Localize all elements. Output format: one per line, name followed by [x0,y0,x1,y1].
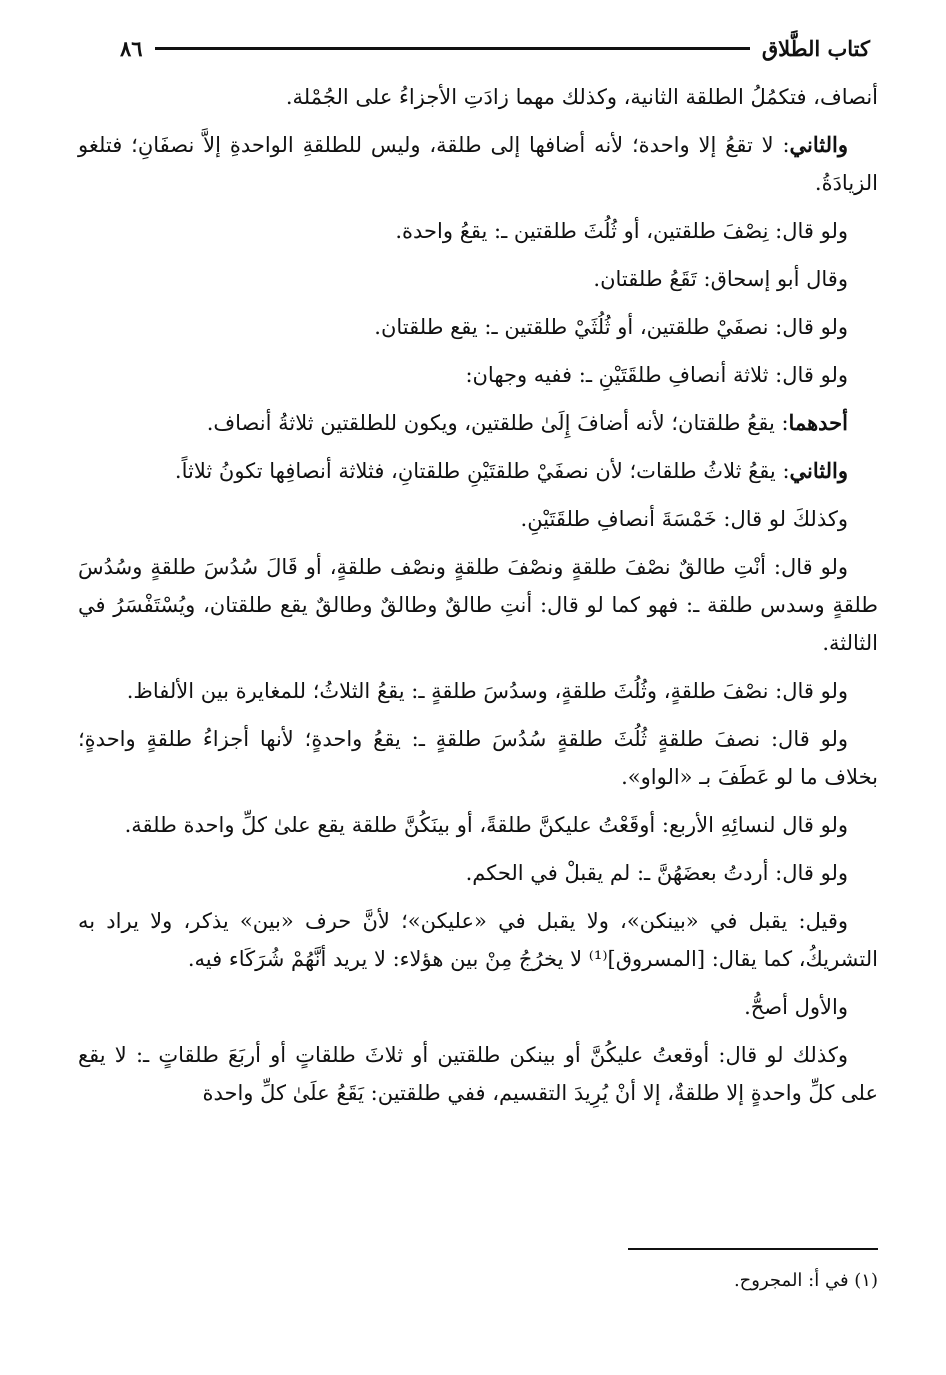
paragraph-text: ولو قال لنسائِهِ الأربع: أوقَعْتُ عليكنَّ طلقةً، أو بينَكُنَّ طلقة يقع علىٰ كلِّ واحدة طلقة. [124,813,848,837]
paragraph [78,720,878,796]
footnote-rule [628,1248,878,1250]
paragraph [78,500,878,538]
paragraph-text: ولو قال: نِصْفَ طلقتين، أو ثُلُثَ طلقتين ـ: يقعُ واحدة. [395,219,848,243]
paragraph [78,308,878,346]
paragraph-lead: أحدهما [788,410,848,435]
paragraph-text: أنصاف، فتكمُلُ الطلقة الثانية، وكذلك مهما زادَتِ الأجزاءُ على الجُمْلة. [285,85,878,109]
paragraph-text: ولو قال: أردتُ بعضَهُنَّ ـ: لم يقبلْ في الحكم. [465,861,848,885]
running-header [120,28,870,68]
paragraph-text: والأول أصحُّ. [744,995,848,1019]
paragraph [78,78,878,116]
paragraph-text: ولو قال: نصفَ طلقةٍ ثُلُثَ طلقةٍ سُدُسَ طلقةٍ ـ: يقعُ واحدةٍ؛ لأنها أجزاءُ طلقةٍ واحدةٍ؛ بخلاف ما لو عَطَفَ بـ «الواو». [78,727,878,789]
page-body [78,78,878,1122]
paragraph [78,854,878,892]
chapter-title: كتاب الطَّلاق [761,35,870,61]
paragraph [78,404,878,442]
header-rule [155,47,750,50]
paragraph-text: وكذلكَ لو قال: خَمْسَةَ أنصافِ طلقَتَيْنِ. [520,507,848,531]
paragraph-text: ولو قال: نصْفَ طلقةٍ، وثُلُثَ طلقةٍ، وسدُسَ طلقةٍ ـ: يقعُ الثلاثُ؛ للمغايرة بين الألفاظ. [126,679,848,703]
paragraph [78,902,878,978]
paragraph [78,548,878,662]
paragraph [78,212,878,250]
paragraph-lead: والثاني [789,132,848,157]
paragraph [78,988,878,1026]
paragraph [78,356,878,394]
paragraph-text: : يقعُ طلقتان؛ لأنه أضافَ إِلَىٰ طلقتين، ويكون للطلقتين ثلاثةُ أنصاف. [206,411,789,435]
paragraph-text: ولو قال: أنْتِ طالقٌ نصْفَ طلقةٍ ونصْفَ طلقةٍ ونصْف طلقةٍ، أو قَالَ سُدُسَ طلقةٍ وسُدُسَ طلقةٍ وسدس طلقة ـ: فهو كما لو قال: أنتِ طالقٌ وطالقٌ وطالقٌ يقع طلقتان، ويُسْتَفْسَرُ في الثالثة. [78,555,878,655]
paragraph-lead: والثاني [789,458,848,483]
paragraph-text: ولو قال: نصفَيْ طلقتين، أو ثُلُثَيْ طلقتين ـ: يقع طلقتان. [374,315,848,339]
paragraph-text: وقيل: يقبل في «بينكن»، ولا يقبل في «عليكن»؛ لأنَّ حرف «بين» يذكر، ولا يراد به التشريكُ، كما يقال: [المسروق]⁽¹⁾ لا يخرُجُ مِنْ بين هؤلاء: لا يريد أنَّهُمْ شُرَكَاء فيه. [78,909,878,971]
footnote: (١) في أ: المجروح. [733,1270,878,1291]
page-number: ٨٦ [120,35,143,61]
paragraph [78,452,878,490]
paragraph-text: : يقعُ ثلاثُ طلقات؛ لأن نصفَيْ طلقتَيْنِ طلقتانِ، فثلاثة أنصافِها تكونُ ثلاثاً. [174,459,790,483]
paragraph [78,1036,878,1112]
paragraph-text: وكذلك لو قال: أوقعتُ عليكُنَّ أو بينكن طلقتين أو ثلاثَ طلقاتٍ أو أربَعَ طلقاتٍ ـ: لا يقع على كلِّ واحدةٍ إلا طلقةٌ، إلا أنْ يُرِيدَ التقسيم، ففي طلقتين: يَقَعُ علَىٰ كلِّ واحدة [78,1043,878,1105]
paragraph-text: وقال أبو إسحاق: تَقَعُ طلقتان. [593,267,848,291]
paragraph-text: : لا تقعُ إلا واحدة؛ لأنه أضافها إلى طلقة، وليس للطلقةِ الواحدةِ إلاَّ نصفَانِ؛ فتلغو الزيادَةُ. [78,133,878,195]
paragraph [78,260,878,298]
paragraph [78,126,878,202]
paragraph [78,806,878,844]
paragraph-text: ولو قال: ثلاثة أنصافِ طلقَتَيْنِ ـ: ففيه وجهان: [465,363,848,387]
paragraph [78,672,878,710]
